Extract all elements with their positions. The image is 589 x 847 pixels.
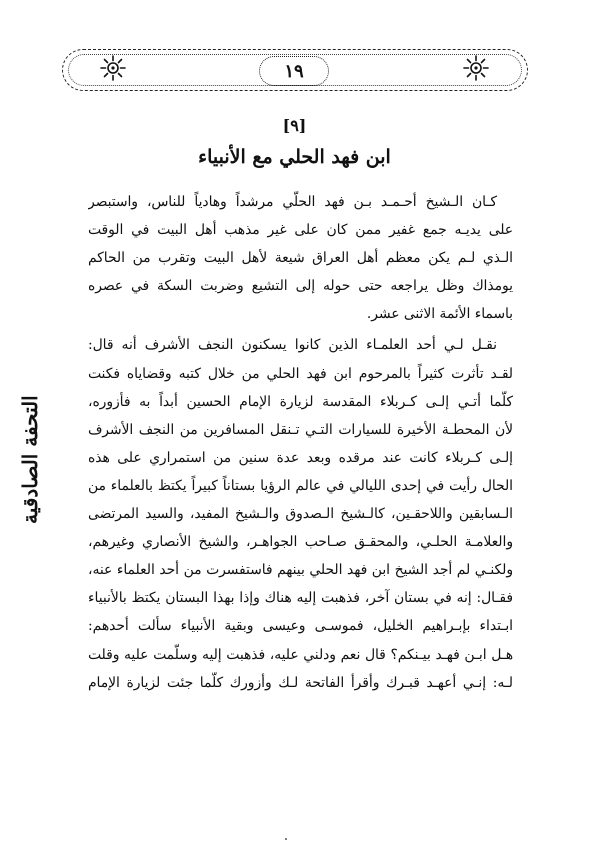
text-line: لـه: إنـي أعهـد قبـرك وأقرأ الفاتحة لـك وأزورك كلّما جئت لزيارة الإمام — [88, 674, 513, 691]
sun-ornament-icon — [463, 55, 489, 81]
text-line: ابـتداء بإبـراهيم الخليل، فموسـى وعيسى وبقية الأنبياء سألت أحدهم: — [88, 618, 513, 635]
text-line: إلـى كـربلاء كانت عند مرقده وبعد عدة سنين من استمراري على هذه — [88, 449, 513, 466]
text-line: والعلامـة الحلـي، والمحقـق صـاحب الجواهـر، والشيخ الأنصاري وغيرهم، — [88, 534, 513, 551]
paragraph-2 — [88, 331, 513, 696]
text-line: الـسابقين واللاحقـين، كالـشيخ الـصدوق والـشيخ المفيد، والسيد المرتضى — [88, 506, 513, 523]
text-line: كلّما أتـي إلـى كـربلاء المقدسة لزيارة الإمام الحسين أبداً به فأزوره، — [88, 393, 513, 410]
text-line: على يديـه جمع غفير ممن كان على غير مذهب أهل البيت في الوقت — [88, 222, 513, 239]
chapter-title: ابن فهد الحلي مع الأنبياء — [198, 146, 391, 168]
text-line: باسماء الأئمة الاثنى عشر. — [366, 306, 513, 323]
page-number-text: ١٩ — [284, 60, 304, 82]
text-line: هـل ابـن فهـد بيـنكم؟ قال نعم ودلني عليه، فذهبت إليه وسلّمت عليه وقلت — [88, 646, 513, 663]
text-line: فقـال: إنه في بستان آخر، فذهبت إليه هناك وإذا بهذا البستان يكتظ بالأنبياء — [88, 590, 513, 607]
text-line: لأن المحطـة الأخيرة للسيارات التـي تـنقل المسافرين من النجف الأشرف — [88, 421, 513, 438]
paragraph-1 — [88, 188, 513, 328]
sun-ornament-icon — [100, 55, 126, 81]
section-number: [٩] — [282, 116, 307, 135]
text-line: ولكنـي لم أجد الشيخ ابن فهد الحلي بينهم فاستفسرت من أحد العلماء عنه، — [88, 562, 513, 579]
footer-dot — [285, 838, 287, 840]
text-line: نقـل لـي أحد العلمـاء الذين كانوا يسكنون النجف الأشرف أنه قال: — [88, 337, 497, 354]
page-number — [259, 56, 329, 86]
text-line: لقـد تأثرت كثيراً بالمرحوم ابن فهد الحلي من خلال كتبه وقضاياه فكنت — [88, 365, 513, 382]
text-line: كـان الـشيخ أحـمـد بـن فهد الحلّي مرشداً وهادياً للناس، واستبصر — [88, 194, 497, 210]
body-text — [88, 188, 513, 697]
text-line: يومذاك وظل يراجعه حتى حوله إلى التشيع وضربت السكة في عصره — [88, 278, 513, 295]
text-line: الـذي لـم يكن معظم أهل العراق شيعة لأهل البيت وتقرب من الحاكم — [88, 250, 513, 267]
text-line: الحال رأيت في إحدى الليالي في عالم الرؤيا بستاناً كبيراً يكتظ بالعلماء من — [88, 477, 513, 494]
book-side-title: التحفة الصادقية — [18, 395, 42, 525]
